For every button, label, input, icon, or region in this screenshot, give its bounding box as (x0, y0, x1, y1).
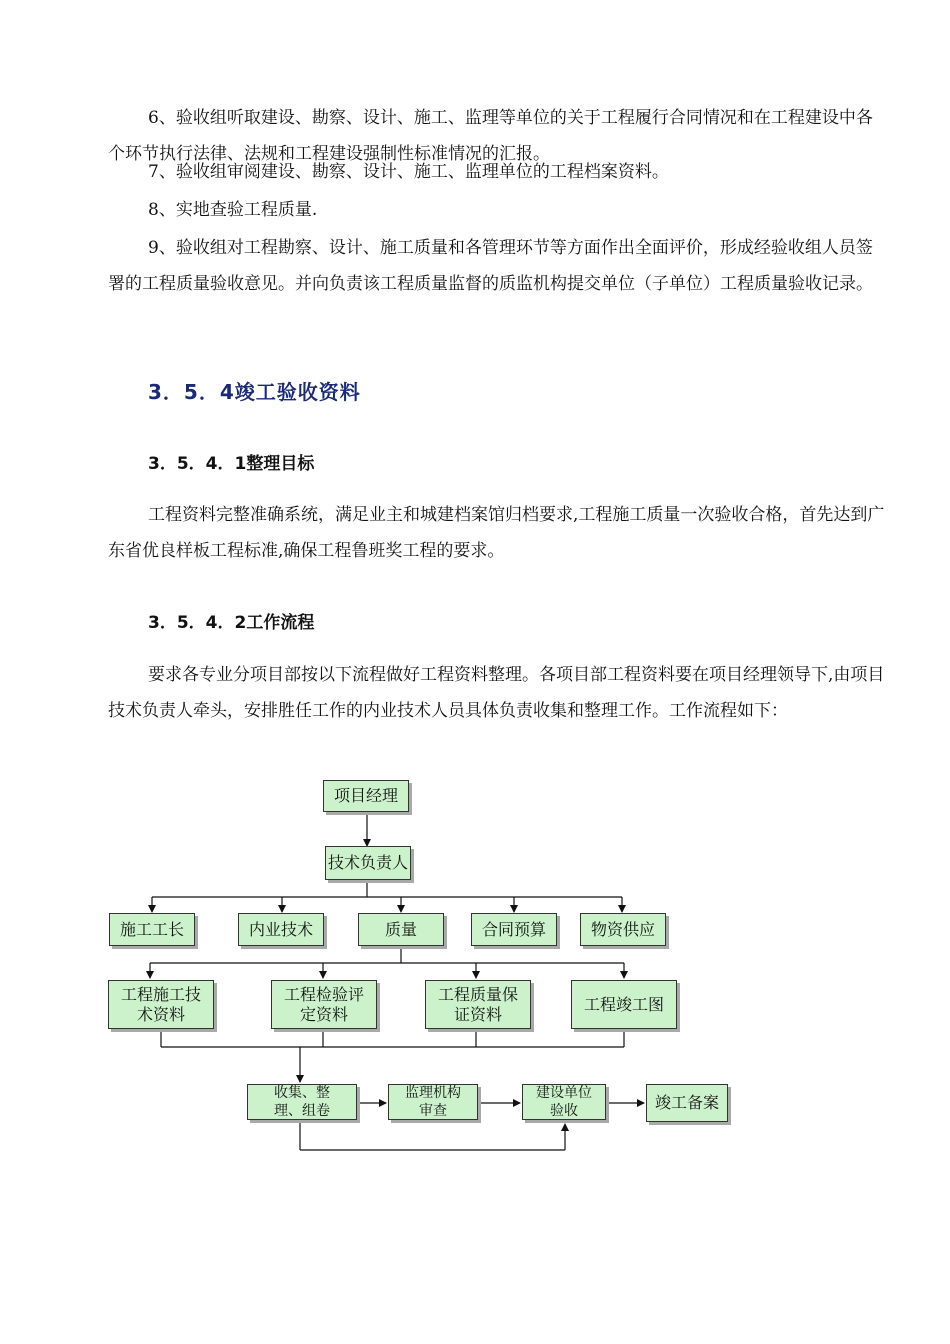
flow-node-foreman: 施工工长 (109, 913, 195, 946)
flow-node-as-built-drawings: 工程竣工图 (571, 980, 677, 1029)
flow-node-collect-organize: 收集、整理、组卷 (247, 1084, 357, 1120)
flow-node-owner-acceptance: 建设单位验收 (522, 1084, 606, 1120)
paragraph-6: 6、验收组听取建设、勘察、设计、施工、监理等单位的关于工程履行合同情况和在工程建设中各个环节执行法律、法规和工程建设强制性标准情况的汇报。 (108, 108, 873, 164)
subsection-heading-1: 3．5．4．1整理目标 (148, 454, 315, 474)
flow-node-inspection-docs: 工程检验评定资料 (271, 980, 377, 1029)
section-heading: 3．5．4竣工验收资料 (148, 380, 361, 404)
subsection-text-2: 要求各专业分项目部按以下流程做好工程资料整理。各项目部工程资料要在项目经理领导下,由项目技术负责人牵头，安排胜任工作的内业技术人员具体负责收集和整理工作。工作流程如下： (108, 665, 885, 721)
paragraph-8: 8、实地查验工程质量. (148, 200, 318, 220)
flow-node-materials: 物资供应 (580, 913, 666, 946)
flow-node-quality-assurance-docs: 工程质量保证资料 (425, 980, 531, 1029)
flow-node-supervision-review: 监理机构审查 (388, 1084, 478, 1120)
flow-node-project-manager: 项目经理 (323, 780, 409, 812)
flow-node-internal-tech: 内业技术 (238, 913, 324, 946)
flow-node-completion-filing: 竣工备案 (646, 1084, 728, 1122)
subsection-text-1: 工程资料完整准确系统，满足业主和城建档案馆归档要求,工程施工质量一次验收合格，首先达到广东省优良样板工程标准,确保工程鲁班奖工程的要求。 (108, 505, 885, 561)
flow-node-construction-docs: 工程施工技术资料 (108, 980, 214, 1029)
flow-node-contract-budget: 合同预算 (471, 913, 557, 946)
paragraph-7: 7、验收组审阅建设、勘察、设计、施工、监理单位的工程档案资料。 (148, 162, 669, 182)
subsection-heading-2: 3．5．4．2工作流程 (148, 613, 315, 633)
paragraph-9: 9、验收组对工程勘察、设计、施工质量和各管理环节等方面作出全面评价，形成经验收组人员签署的工程质量验收意见。并向负责该工程质量监督的质监机构提交单位（子单位）工程质量验收记录。 (108, 238, 873, 294)
flow-node-technical-lead: 技术负责人 (325, 846, 411, 880)
flow-node-quality: 质量 (358, 913, 444, 946)
